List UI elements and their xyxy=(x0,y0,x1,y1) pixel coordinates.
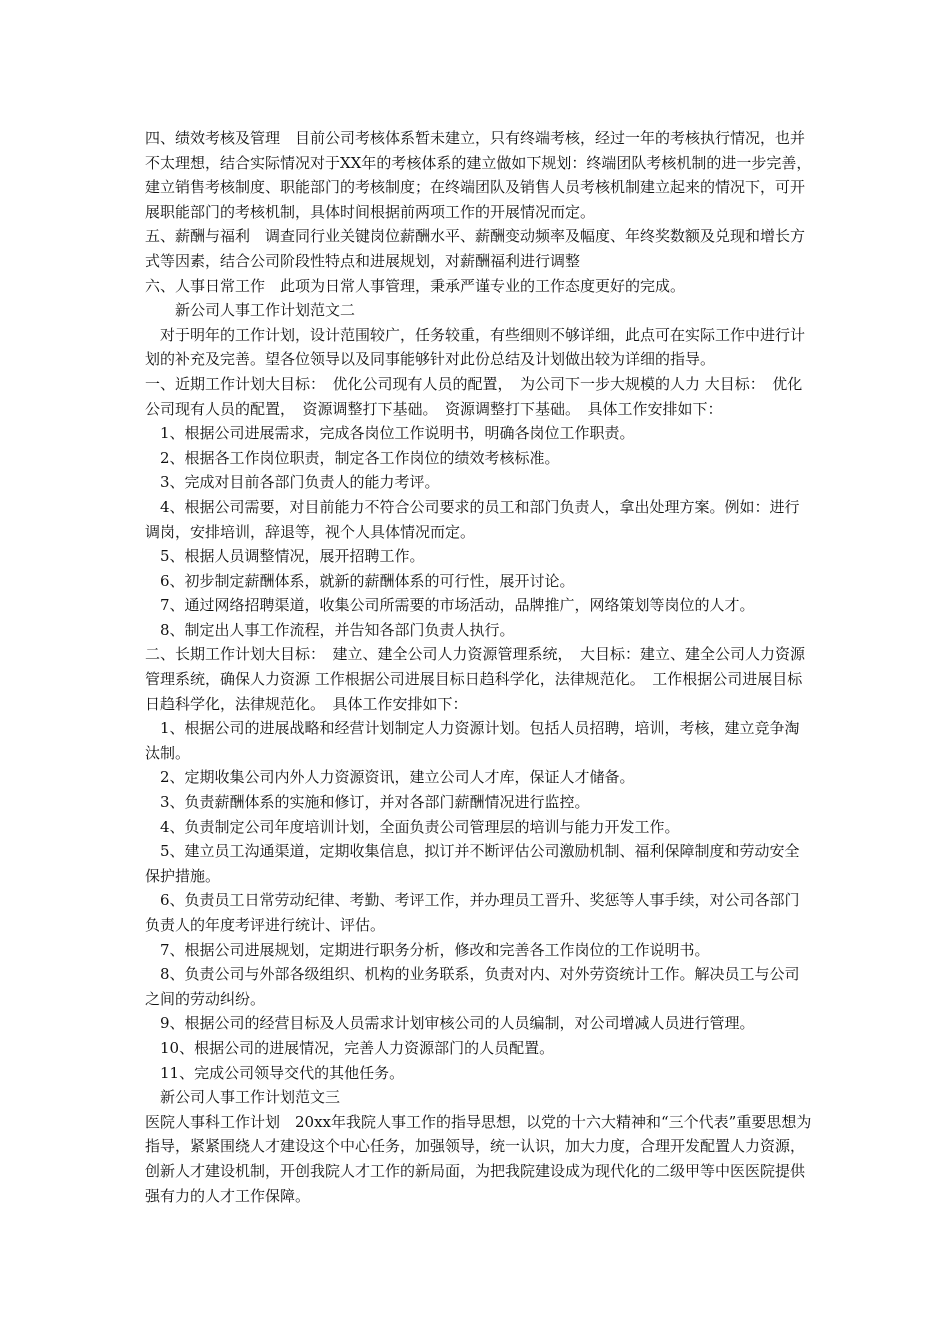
list-item: 9、根据公司的经营目标及人员需求计划审核公司的人员编制，对公司增减人员进行管理。 xyxy=(160,1014,755,1033)
list-item: 8、制定出人事工作流程，并告知各部门负责人执行。 xyxy=(160,620,515,639)
list-item: 2、根据各工作岗位职责，制定各工作岗位的绩效考核标准。 xyxy=(160,448,560,467)
heading-sample-two: 新公司人事工作计划范文二 xyxy=(175,301,356,320)
list-item: 3、负责薪酬体系的实施和修订，并对各部门薪酬情况进行监控。 xyxy=(160,793,590,812)
list-item: 1、根据公司的进展战略和经营计划制定人力资源计划。包括人员招聘，培训，考核，建立竞争淘汰制。 xyxy=(145,719,800,762)
paragraph-hospital-plan: 医院人事科工作计划 20xx年我院人事工作的指导思想，以党的十六大精神和“三个代表”重要思想为指导，紧紧围绕人才建设这个中心任务，加强领导，统一认识，加大力度，合理开发配置人力资源，创新人才建设机制，开创我院人才工作的新局面，为把我院建设成为现代化的二级甲等中医医院提供强有力的人才工作保障。 xyxy=(145,1112,812,1205)
list-item: 4、负责制定公司年度培训计划，全面负责公司管理层的培训与能力开发工作。 xyxy=(160,817,680,836)
list-item: 7、根据公司进展规划，定期进行职务分析，修改和完善各工作岗位的工作说明书。 xyxy=(160,940,710,959)
list-item: 5、根据人员调整情况，展开招聘工作。 xyxy=(160,547,425,566)
paragraph-performance-review: 四、绩效考核及管理 目前公司考核体系暂未建立，只有终端考核，经过一年的考核执行情况，也并不太理想，结合实际情况对于XX年的考核体系的建立做如下规划：终端团队考核机制的进一步完善，建立销售考核制度、职能部门的考核制度；在终端团队及销售人员考核机制建立起来的情况下，可开展职能部门的考核机制，具体时间根据前两项工作的开展情况而定。 xyxy=(145,129,812,221)
list-item: 6、负责员工日常劳动纪律、考勤、考评工作，并办理员工晋升、奖惩等人事手续，对公司各部门负责人的年度考评进行统计、评估。 xyxy=(145,891,800,934)
list-item: 4、根据公司需要，对目前能力不符合公司要求的员工和部门负责人，拿出处理方案。例如：进行调岗，安排培训，辞退等，视个人具体情况而定。 xyxy=(145,497,800,541)
paragraph-long-term-goal: 二、长期工作计划大目标： 建立、建全公司人力资源管理系统， 大目标：建立、建全公司人力资源管理系统，确保人力资源 工作根据公司进展目标日趋科学化，法律规范化。 工作根据公司进展目标日趋科学化，法律规范化。 具体工作安排如下： xyxy=(145,645,806,713)
list-item: 10、根据公司的进展情况，完善人力资源部门的人员配置。 xyxy=(160,1038,555,1057)
list-item: 3、完成对目前各部门负责人的能力考评。 xyxy=(160,473,440,492)
list-item: 2、定期收集公司内外人力资源资讯，建立公司人才库，保证人才储备。 xyxy=(160,768,635,787)
list-item: 11、完成公司领导交代的其他任务。 xyxy=(160,1063,405,1082)
paragraph-intro: 对于明年的工作计划，设计范围较广，任务较重，有些细则不够详细，此点可在实际工作中进行计划的补充及完善。望各位领导以及同事能够针对此份总结及计划做出较为详细的指导。 xyxy=(145,325,806,369)
paragraph-short-term-goal: 一、近期工作计划大目标： 优化公司现有人员的配置， 为公司下一步大规模的人力 大目标： 优化公司现有人员的配置， 资源调整打下基础。 资源调整打下基础。 具体工作安排如下： xyxy=(145,374,803,418)
paragraph-compensation: 五、薪酬与福利 调查同行业关键岗位薪酬水平、薪酬变动频率及幅度、年终奖数额及兑现和增长方式等因素，结合公司阶段性特点和进展规划，对薪酬福利进行调整 xyxy=(145,227,806,270)
list-item: 7、通过网络招聘渠道，收集公司所需要的市场活动，品牌推广，网络策划等岗位的人才。 xyxy=(160,596,755,615)
heading-sample-three: 新公司人事工作计划范文三 xyxy=(160,1088,341,1107)
list-item: 5、建立员工沟通渠道，定期收集信息，拟订并不断评估公司激励机制、福利保障制度和劳动安全保护措施。 xyxy=(145,842,800,885)
document-body xyxy=(145,126,813,1208)
paragraph-daily-hr: 六、人事日常工作 此项为日常人事管理，秉承严谨专业的工作态度更好的完成。 xyxy=(145,276,686,295)
list-item: 8、负责公司与外部各级组织、机构的业务联系，负责对内、对外劳资统计工作。解决员工与公司之间的劳动纠纷。 xyxy=(145,965,800,1008)
list-item: 1、根据公司进展需求，完成各岗位工作说明书，明确各岗位工作职责。 xyxy=(160,424,635,443)
list-item: 6、初步制定薪酬体系，就新的薪酬体系的可行性，展开讨论。 xyxy=(160,571,575,590)
